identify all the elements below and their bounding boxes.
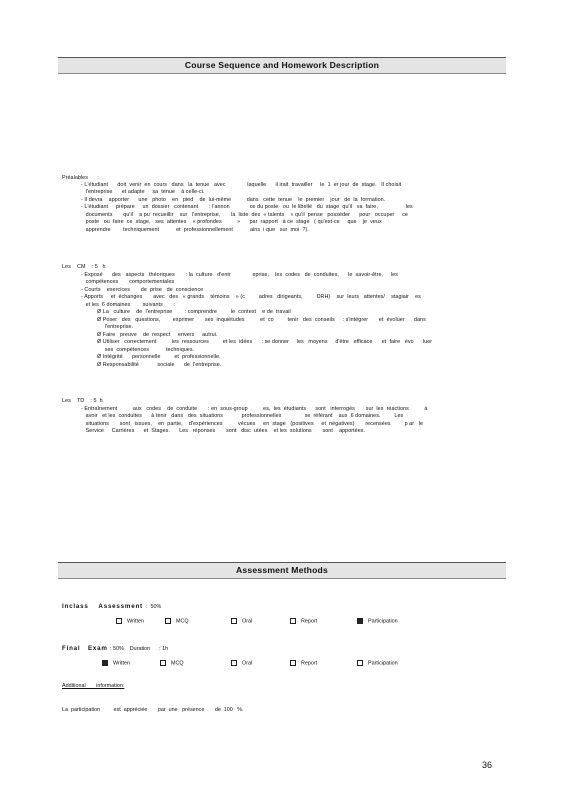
cm-sub-item: Ø Utiliser correctement les ressources et les idées : se donner les moyens d'être efficace et faire évo luer <box>97 339 433 345</box>
cm-label: Les CM : 5 h <box>62 264 106 270</box>
td-line: situations sont issues, en partie, d'expériences vécues en stage (positives et négatives) recensées p ar le <box>81 420 424 427</box>
checkbox-icon[interactable] <box>116 618 122 624</box>
checkbox-icon[interactable] <box>231 660 237 666</box>
checkbox-checked-icon[interactable] <box>357 618 363 624</box>
cm-sub-item: Ø Poser des questions, exprimer ses inquiétudes et co tenir des conseils : s'intégrer et évoluer dans <box>97 316 426 323</box>
option-label: Written <box>127 618 144 625</box>
option-label: Oral <box>242 660 253 667</box>
option-label: Oral <box>242 618 253 625</box>
td-line: - Entraînement aux codes de conduite : en sous-group es, les étudiants sont interrogés sur les réactions à <box>81 405 428 412</box>
td-line: avoir et les conduites à tenir dans des situations professionnelles se référant aux 6 domaines. Les <box>81 413 404 419</box>
final-exam-label: Final Exam <box>62 645 108 652</box>
section-header-course-sequence: Course Sequence and Homework Description <box>58 57 506 74</box>
prereq-line: documents qu'il a pu recueillir sur l'entreprise, la liste des « talents » qu'il pense posséder pour occuper ce <box>81 211 408 218</box>
prereq-line: - L'étudiant doit venir en cours dans la tenue avec laquelle il irait travailler le 1 er jour de stage. Il choisit <box>81 182 402 188</box>
prereq-line: - L'étudiant prépare un dossier contenant : l'annon ce du poste ou le libellé du stage qu'il va faire, les <box>81 204 413 210</box>
option-label: Participation <box>368 660 398 667</box>
final-option-written[interactable] <box>102 660 130 666</box>
cm-sub-item: Ø Intégrité personnelle et professionnelle. <box>97 354 221 360</box>
option-label: Report <box>301 660 318 667</box>
participation-note: La participation est appréciée par une présence de 100 %. <box>62 707 244 713</box>
inclass-option-oral[interactable] <box>231 618 252 624</box>
option-label: Report <box>301 618 318 625</box>
checkbox-icon[interactable] <box>165 618 171 624</box>
checkbox-icon[interactable] <box>160 660 166 666</box>
section-header-assessment: Assessment Methods <box>58 562 506 579</box>
prereq-line: poste ou faire ce stage, ses attentes « profondes » par rapport à ce stage ( qu'est-ce que je veux <box>81 219 382 225</box>
cm-sub-item: l'entreprise. <box>97 324 134 330</box>
checkbox-icon[interactable] <box>290 618 296 624</box>
inclass-option-mcq[interactable] <box>165 618 189 624</box>
prereq-line: l'entreprise et adapte sa tenue à celle-ci. <box>81 189 205 195</box>
checkbox-icon[interactable] <box>231 618 237 624</box>
option-label: MCQ <box>176 618 189 625</box>
cm-sub-item: Ø Faire preuve de respect envers autrui. <box>97 331 218 338</box>
page-number: 36 <box>482 760 493 770</box>
inclass-assessment-value: : 50% <box>146 604 162 610</box>
cm-line: - Courts exercices de prise de conscience <box>81 286 204 293</box>
prereq-line: apprendre techniquement et professionnellement ains i que sur moi ?). <box>81 226 309 233</box>
checkbox-icon[interactable] <box>290 660 296 666</box>
cm-sub-item: Ø Responsabilité sociale de l'entreprise. <box>97 361 222 368</box>
prereq-line: - Il devra apporter une photo en pied de lui-même dans cette tenue le premier jour de la formation. <box>81 196 386 203</box>
cm-line: - Exposé des aspects théoriques : la culture d'entr eprise, les codes de conduites, le savoir-être, les <box>81 271 398 278</box>
option-label: Written <box>113 660 130 667</box>
prereq-label: Préalables : <box>62 175 99 181</box>
option-label: Participation <box>368 618 398 625</box>
final-option-report[interactable] <box>290 660 317 666</box>
checkbox-checked-icon[interactable] <box>102 660 108 666</box>
inclass-option-written[interactable] <box>116 618 144 624</box>
additional-information-label: Additional information: <box>62 683 125 689</box>
td-label: Les TD : 5 h <box>62 398 103 404</box>
cm-line: - Apports et échanges avec des « grands témoins » (c adres dirigeants, DRH) sur leurs attentes/ stagiair es <box>81 294 421 300</box>
final-option-participation[interactable] <box>357 660 398 666</box>
final-exam-value: : 50% Duration : 1h <box>110 646 169 652</box>
checkbox-icon[interactable] <box>357 660 363 666</box>
final-option-mcq[interactable] <box>160 660 184 666</box>
cm-line: et les 6 domaines suivants : <box>81 301 176 308</box>
cm-line: compétences comportementales <box>81 279 175 285</box>
td-line: Service Carrières et Stages. Les réponses sont disc utées et les solutions sont apportées. <box>81 428 366 434</box>
cm-sub-item: ses compétences techniques. <box>97 346 195 353</box>
cm-sub-item: Ø La culture de l'entreprise : comprendre le context e de travail <box>97 309 291 315</box>
inclass-assessment-label: Inclass Assessment <box>62 603 143 610</box>
inclass-option-participation[interactable] <box>357 618 398 624</box>
option-label: MCQ <box>171 660 184 667</box>
inclass-option-report[interactable] <box>290 618 317 624</box>
final-option-oral[interactable] <box>231 660 252 666</box>
